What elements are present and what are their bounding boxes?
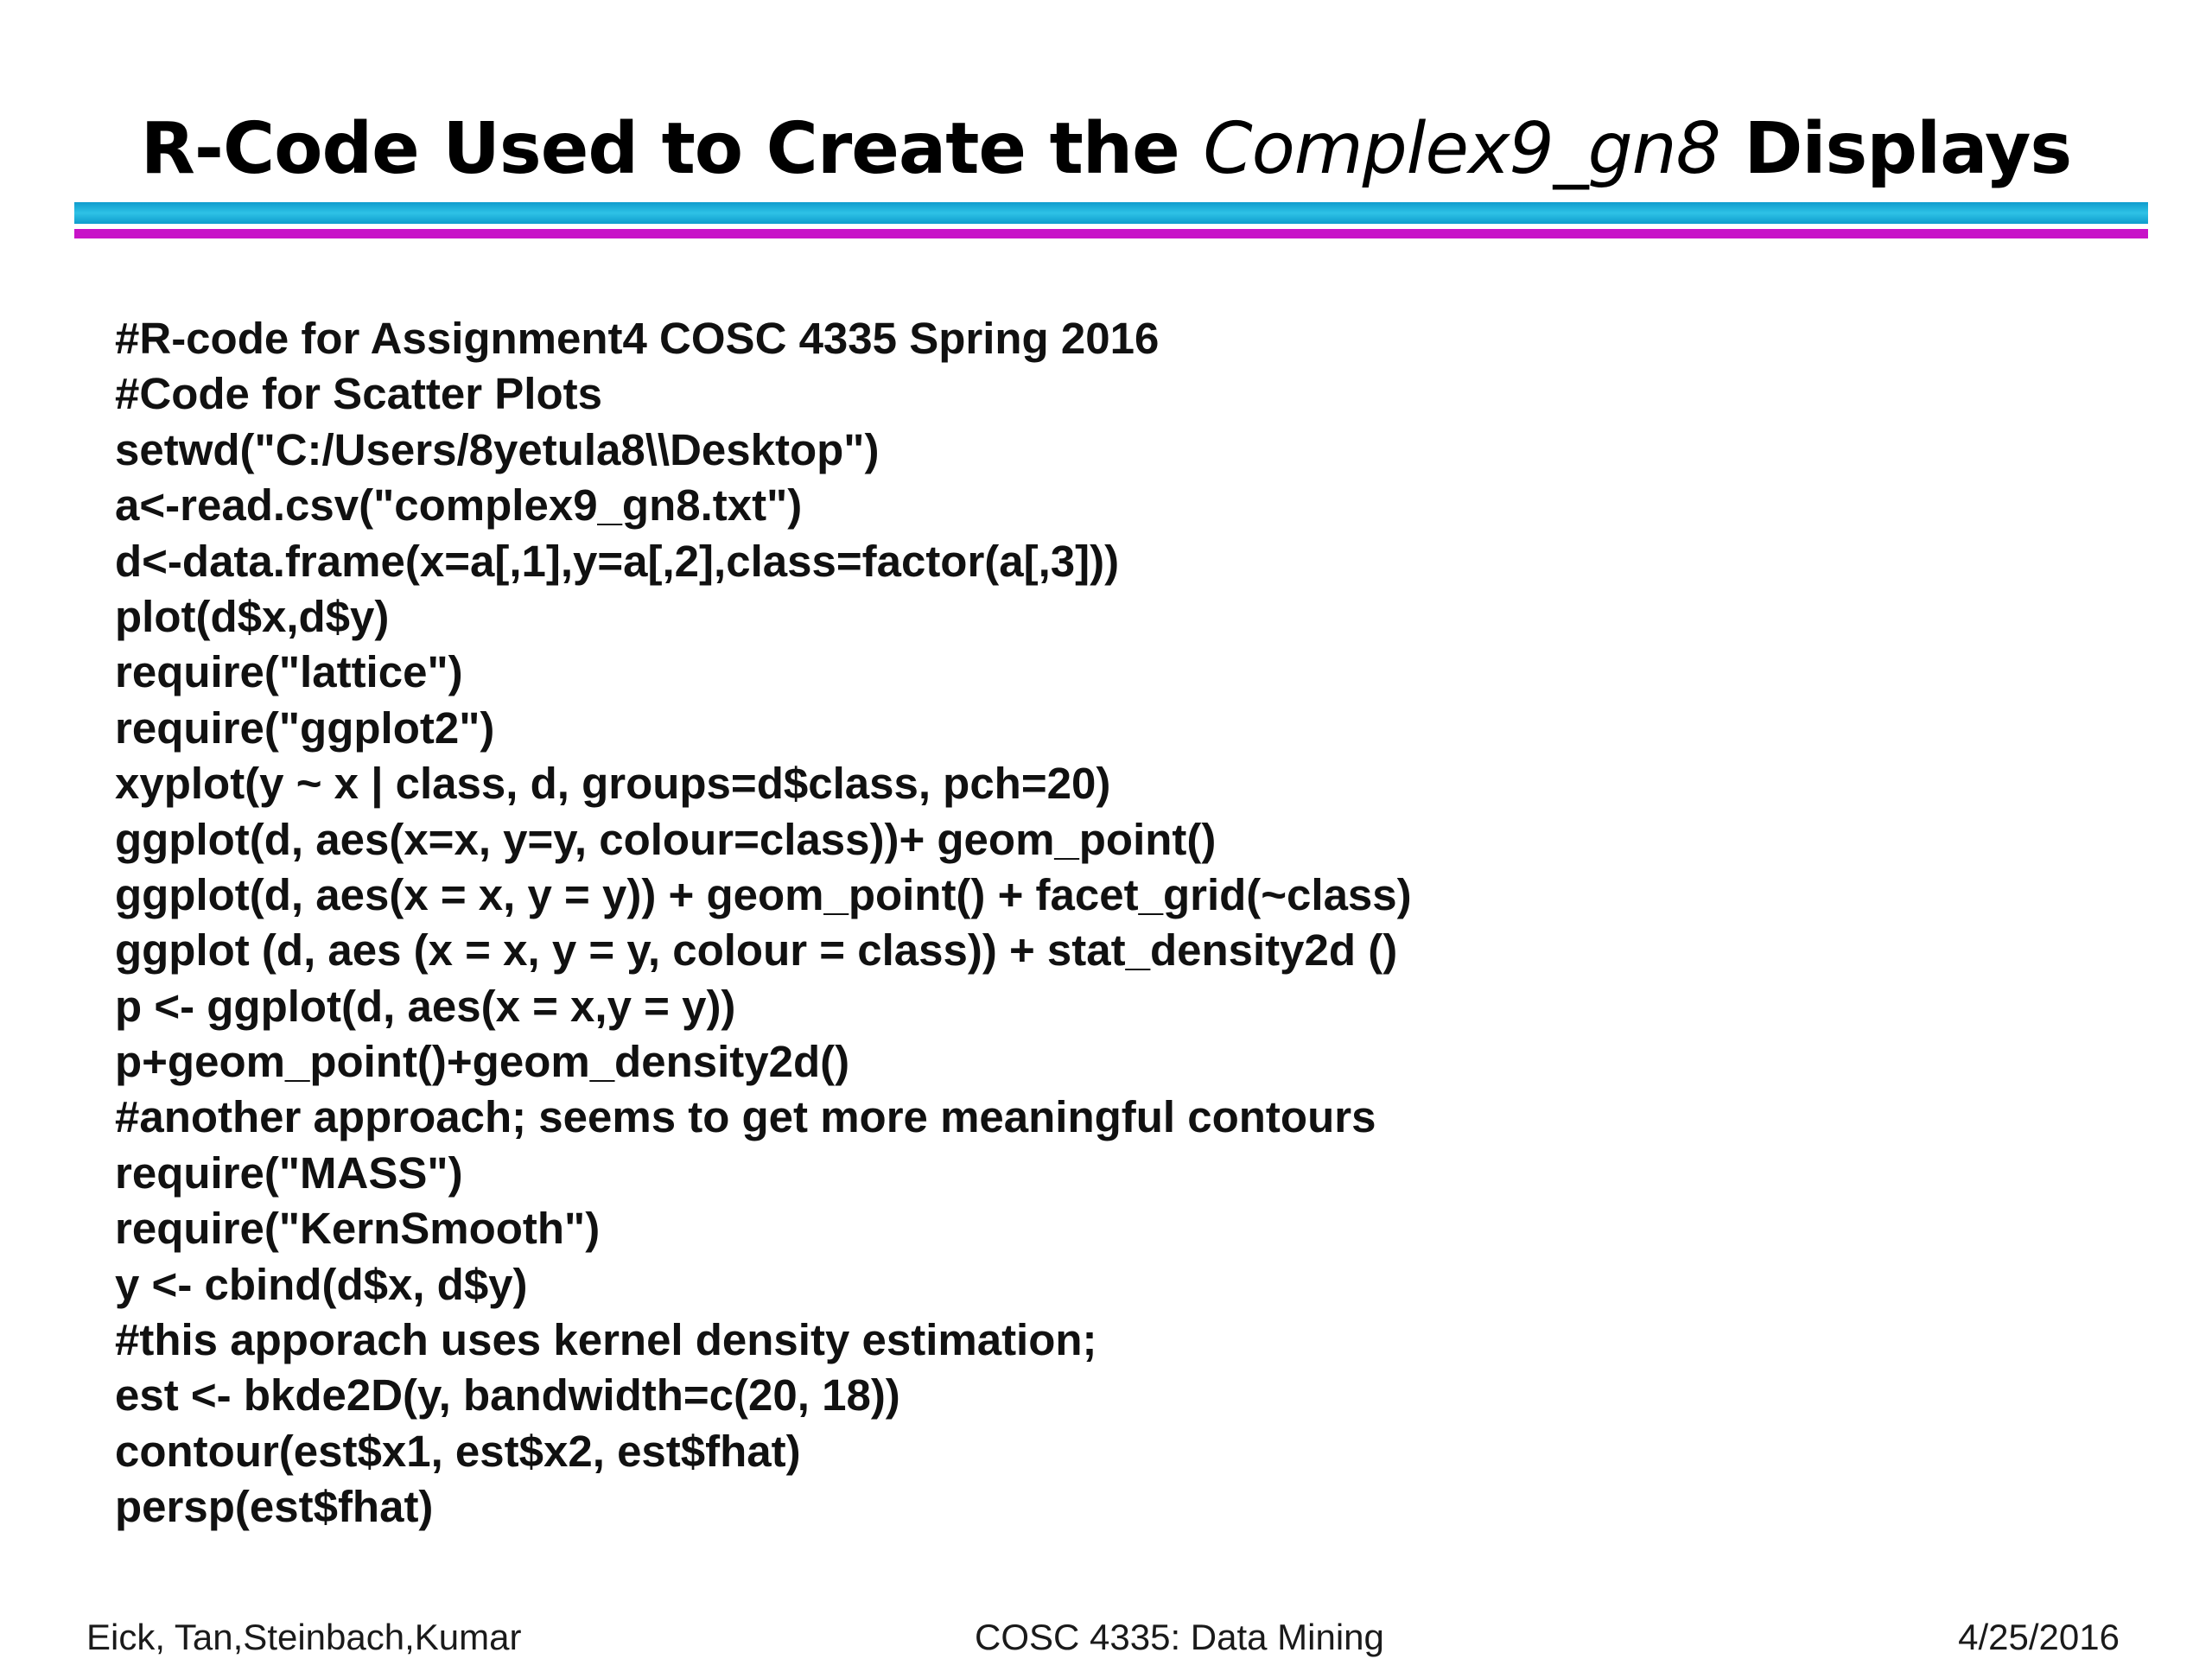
code-line: setwd("C:/Users/8yetula8\\Desktop") xyxy=(115,424,880,474)
code-line: contour(est$x1, est$x2, est$fhat) xyxy=(115,1426,801,1476)
code-line: require("KernSmooth") xyxy=(115,1204,601,1254)
title-suffix: Displays xyxy=(1719,108,2072,190)
code-line: ggplot(d, aes(x = x, y = y)) + geom_point() + facet_grid(~class) xyxy=(115,869,1412,919)
footer-course: COSC 4335: Data Mining xyxy=(975,1617,1384,1657)
code-line: xyplot(y ~ x | class, d, groups=d$class, pch=20) xyxy=(115,759,1111,809)
code-line: ggplot (d, aes (x = x, y = y, colour = class)) + stat_density2d () xyxy=(115,925,1398,976)
code-line: persp(est$fhat) xyxy=(115,1482,434,1532)
footer-authors: Eick, Tan,Steinbach,Kumar xyxy=(86,1617,522,1657)
code-line: require("lattice") xyxy=(115,647,463,697)
code-line: p+geom_point()+geom_density2d() xyxy=(115,1037,850,1087)
code-line: y <- cbind(d$x, d$y) xyxy=(115,1259,528,1309)
title-divider-magenta xyxy=(74,229,2148,238)
code-line: require("ggplot2") xyxy=(115,702,495,753)
code-line: #R-code for Assignment4 COSC 4335 Spring 2016 xyxy=(115,314,1160,363)
code-line: p <- ggplot(d, aes(x = x,y = y)) xyxy=(115,981,736,1031)
title-italic-dataset-name: Complex9_gn8 xyxy=(1203,108,1720,190)
title-divider-cyan xyxy=(74,202,2148,224)
code-line: plot(d$x,d$y) xyxy=(115,591,390,641)
code-block xyxy=(115,311,1412,1535)
title-prefix: R-Code Used to Create the xyxy=(140,108,1204,190)
code-line: est <- bkde2D(y, bandwidth=c(20, 18)) xyxy=(115,1370,900,1421)
footer-date: 4/25/2016 xyxy=(1958,1617,2120,1657)
code-line: d<-data.frame(x=a[,1],y=a[,2],class=factor(a[,3])) xyxy=(115,536,1120,586)
code-line: ggplot(d, aes(x=x, y=y, colour=class))+ geom_point() xyxy=(115,814,1217,864)
code-line: require("MASS") xyxy=(115,1147,463,1198)
code-line: #Code for Scatter Plots xyxy=(115,369,602,419)
code-line: #another approach; seems to get more meaningful contours xyxy=(115,1092,1376,1142)
code-line: #this apporach uses kernel density estimation; xyxy=(115,1315,1097,1365)
slide-title xyxy=(0,102,2212,197)
code-line: a<-read.csv("complex9_gn8.txt") xyxy=(115,480,803,531)
